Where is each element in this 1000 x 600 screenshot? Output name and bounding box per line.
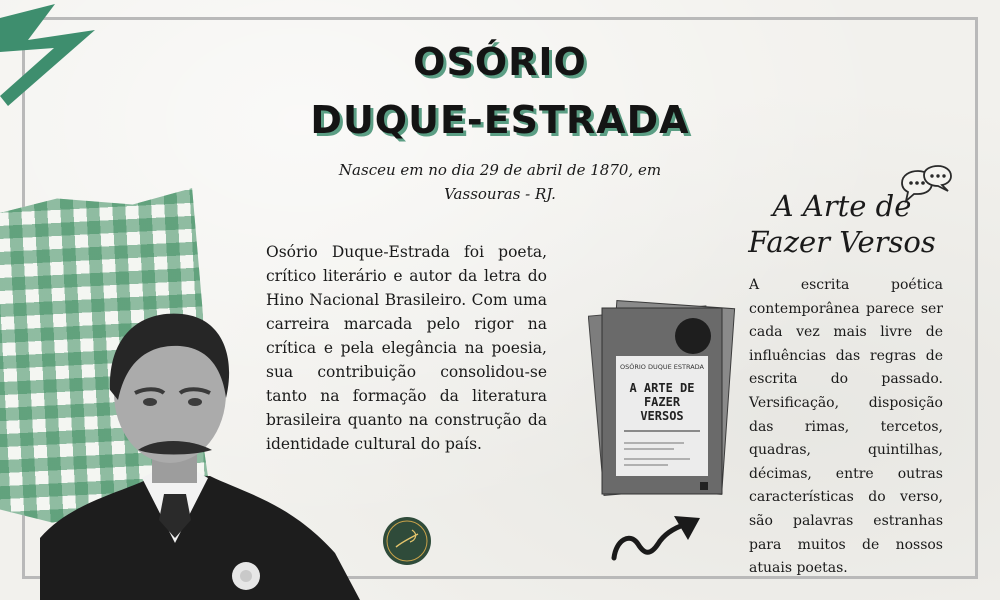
side-description: A escrita poética contemporânea parece ser cada vez mais livre de influências das regras de escrita do passado. Versificação, disposição das rimas, tercetos, quadras, quintilhas, décimas, entre outras características do verso, são palavras estranhas para muitos de nossos atuais poetas. [749, 277, 943, 577]
side-heading [742, 188, 942, 260]
portrait-photo [40, 298, 360, 600]
book-cover [588, 296, 738, 506]
book-author: OSÓRIO DUQUE ESTRADA [619, 363, 705, 371]
zigzag-decoration [0, 0, 110, 110]
title-line-1: OSÓRIO [413, 40, 587, 84]
title-line-2: DUQUE-ESTRADA [310, 98, 690, 142]
logo-seal [382, 516, 432, 566]
birth-info: Nasceu em no dia 29 de abril de 1870, em Vassouras - RJ. [338, 161, 662, 203]
book-title-line-1: A ARTE DE [629, 381, 695, 395]
side-heading-line-2: Fazer Versos [748, 225, 936, 259]
book-title-line-2: FAZER [643, 395, 681, 409]
biography-text: Osório Duque-Estrada foi poeta, crítico literário e autor da letra do Hino Nacional Brasileiro. Com uma carreira marcada pelo rigor na crítica e pela elegância na poesia, sua contribuição consolidou-se tanto na formação da literatura brasileira quanto na construção da identidade cultural do país. [266, 243, 547, 453]
side-heading-line-1: A Arte de [772, 189, 912, 223]
book-title-line-3: VERSOS [640, 409, 684, 423]
curved-arrow-icon [608, 510, 708, 565]
